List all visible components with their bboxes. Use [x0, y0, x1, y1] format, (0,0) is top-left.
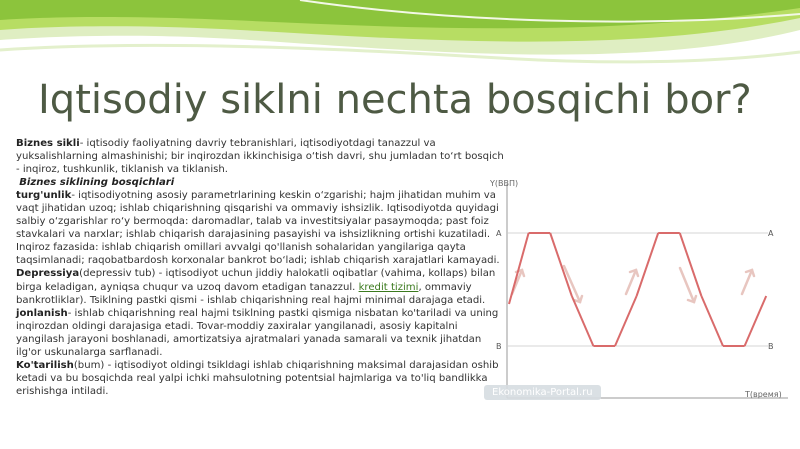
cycle-segment: [745, 296, 767, 346]
cycle-segment: [701, 296, 723, 346]
business-cycle-line: [509, 233, 766, 346]
level-a-right-label: A: [768, 229, 774, 238]
decorative-wave-banner: [0, 0, 800, 75]
paragraph-depression: Depressiya(depressiv tub) - iqtisodiyot uchun jiddiy halokatli oqibatlar (vahima, kollaps) bilan birga keladigan, ayniqsa chuqur va uzoq davom etadigan tanazzul. kredit tizimi, ommaviy bankrotliklar). Tsiklning pastki qismi - ishlab chiqarishning real hajmi minimal darajaga etadi.: [16, 268, 496, 306]
paragraph-recovery: jonlanish- ishlab chiqarishning real hajmi tsiklning pastki qismiga nisbatan ko'tariladi va uning inqirozdan oldingi darajasiga etadi. Tovar-moddiy zaxiralar yangilanadi, asosiy kapitalni yangilash jarayoni boshlanadi, amortizatsiya ajratmalari yanada samarali va texnik jihatdan ilg'or uskunalarga sarflanadi.: [16, 307, 499, 358]
level-b-left-label: B: [496, 342, 502, 351]
term-boom: Ko'tarilish: [16, 359, 74, 371]
cycle-segment: [509, 233, 529, 304]
x-axis-label: T(время): [745, 390, 782, 399]
cycle-segment: [680, 233, 702, 296]
page-title: Iqtisodiy siklni nechta bosqichi bor?: [38, 77, 752, 123]
subheading-phases: Biznes siklining bosqichlari: [19, 177, 175, 189]
paragraph-boom: Ko'tarilish(bum) - iqtisodiyot oldingi tsikldagi ishlab chiqarishning maksimal darajasidan oshib ketadi va bu bosqichda real yalpi ichki mahsulotning potentsial hajmlariga va to'liq bandlikka erishishga intiladi.: [16, 359, 499, 397]
cycle-segment: [637, 233, 659, 296]
credit-system-link[interactable]: kredit tizimi: [358, 281, 419, 293]
body-text: [16, 137, 504, 398]
trend-arrows: [512, 266, 754, 302]
term-recession: turg'unlik: [16, 190, 72, 202]
cycle-segment: [615, 296, 637, 346]
level-b-right-label: B: [768, 342, 774, 351]
paragraph-recession: turg'unlik- iqtisodiyotning asosiy parametrlarining keskin o‘zgarishi; hajm jihatidan muhim va vaqt jihatidan uzoq; ishlab chiqarishning qisqarishi va ommaviy ishsizlik. Iqtisodiyotda quyidagi salbiy o‘zgarishlar ro‘y bermoqda: daromadlar, talab va investitsiyalar pasaymoqda; past foiz stavkalari va narxlar; ishlab chiqarish darajasining pasayishi va ishsizlikning ortishi kuzatiladi. Inqiroz fazasida: ishlab chiqarish omillari avvalgi qo'llanish sohalaridan yangilariga qayta taqsimlanadi; raqobatbardosh korxonalar bankrot bo‘ladi; ishlab chiqarish xarajatlari kamayadi.: [16, 190, 500, 267]
term-depression: Depressiya: [16, 268, 80, 280]
term-recovery: jonlanish: [16, 307, 68, 319]
cycle-segment: [550, 233, 572, 296]
level-a-left-label: A: [496, 229, 502, 238]
watermark: Ekonomika-Portal.ru: [484, 385, 601, 400]
cycle-segment: [572, 296, 594, 346]
y-axis-label: Y(ВВП): [490, 179, 519, 188]
term-business-cycle: Biznes sikli: [16, 138, 80, 149]
paragraph-business-cycle: Biznes sikli- iqtisodiy faoliyatning davriy tebranishlari, iqtisodiyotdagi tanazzul va yuksalishlarning almashinishi; bir inqirozdan ikkinchisiga o‘tish davri, shu jumladan to‘rt bosqich - inqiroz, tushkunlik, tiklanish va tiklanish.: [16, 138, 504, 176]
business-cycle-chart: [490, 172, 792, 404]
